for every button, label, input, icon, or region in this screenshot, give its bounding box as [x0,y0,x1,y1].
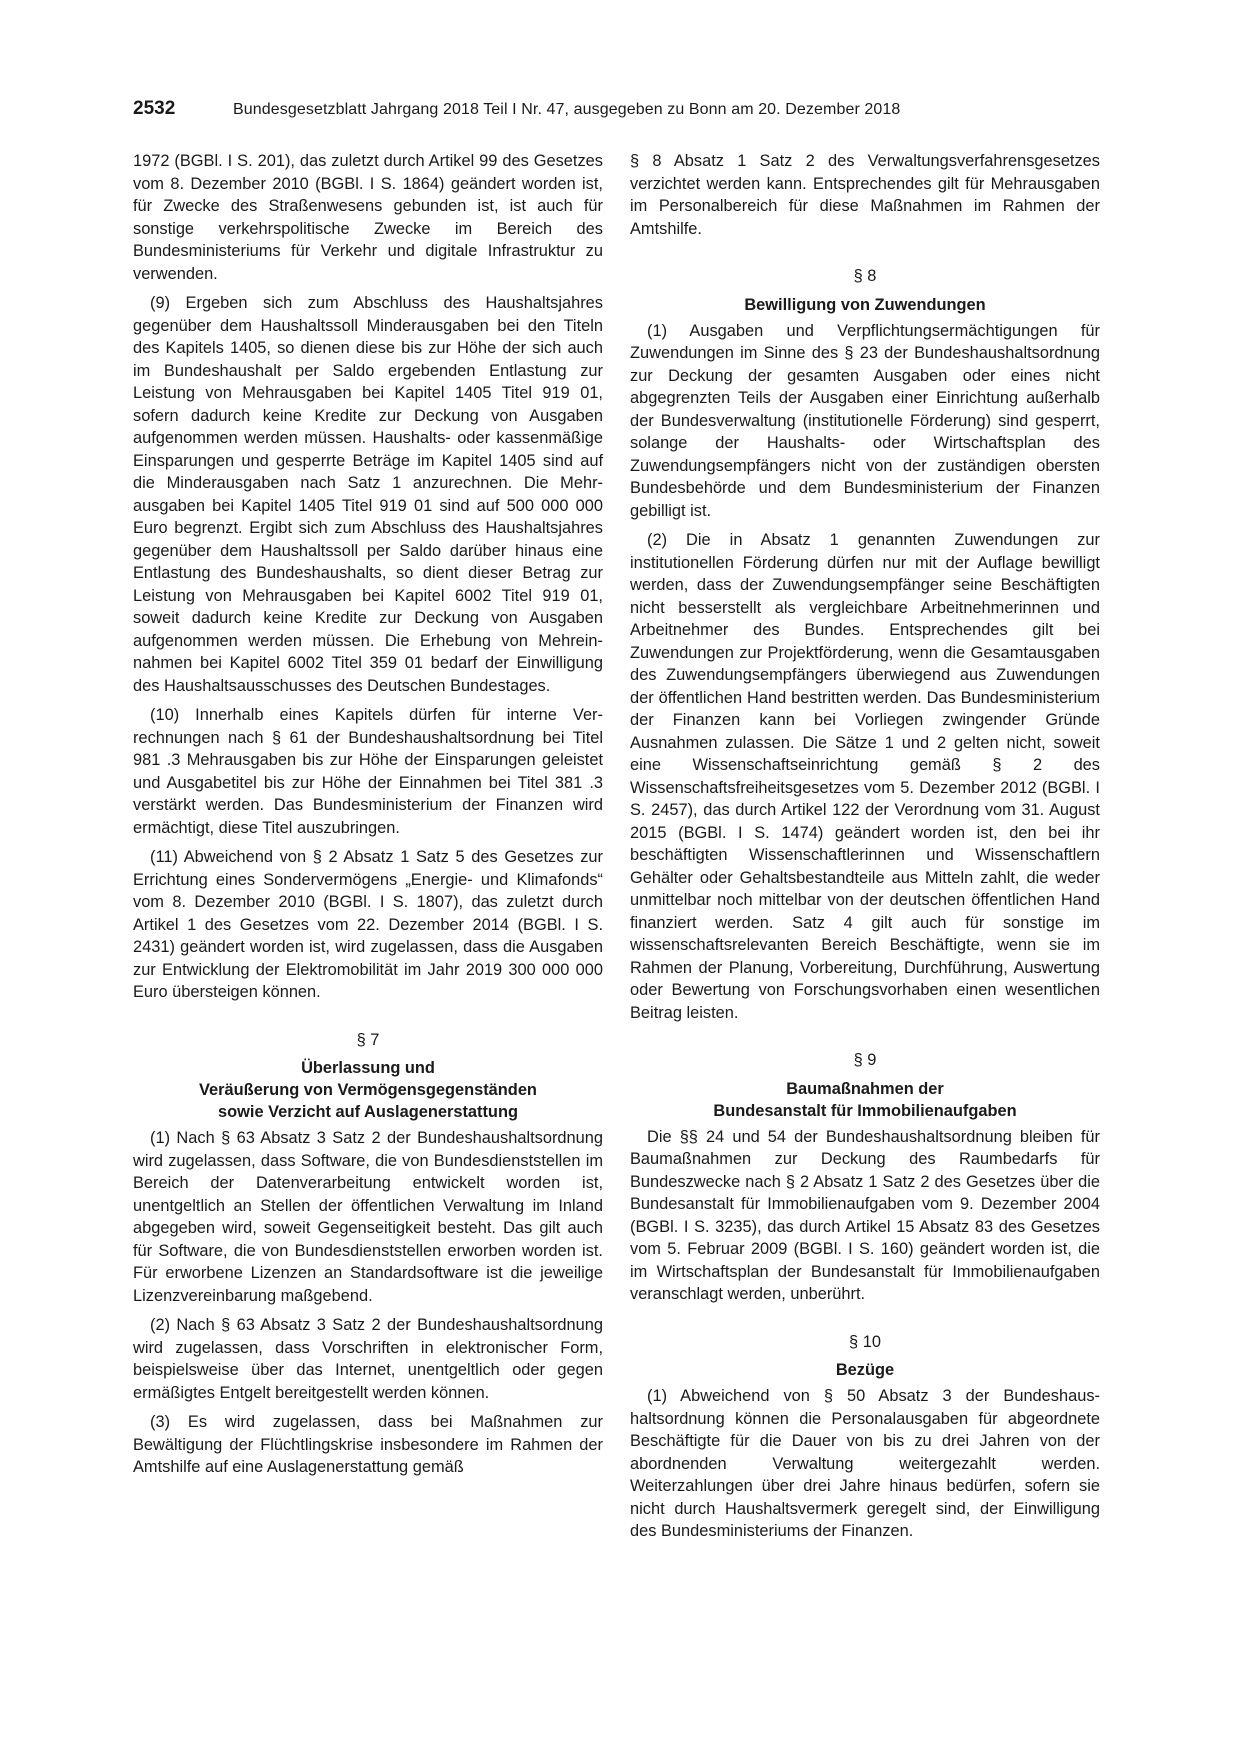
section-10-number: § 10 [849,1332,881,1351]
section-9-number: § 9 [853,1051,877,1069]
paragraph-9: (9) Ergeben sich zum Abschluss des Haushaltsjahres gegenüber dem Haushaltssoll Minderausgaben bei den Titeln des Kapitels 1405, so dienen diese bis zur Höhe der sich auch im Bundeshaushalt per Saldo ergebenden Entlastung zur Leistung von Mehrausgaben bei Kapitel 1405 Titel 919 01, sofern dadurch keine Kredite zur Deckung von Ausgaben aufgenommen werden müssen. Haushalts- oder kassenmäßige Einsparungen und gesperrte Beträge im Kapitel 1405 sind auf die Minderausgaben nach Satz 1 anzurechnen. Die Mehrausgaben bei Kapitel 1405 Titel 919 01 sind auf 500 000 000 Euro begrenzt. Ergibt sich zum Abschluss des Haushaltsjahres gegenüber dem Haushaltssoll per Saldo darüber hinaus eine Entlastung des Bundeshaushalts, so dient dieser Betrag zur Leistung von Mehrausgaben bei Kapitel 6002 Titel 919 01, soweit dadurch keine Kredite zur Deckung von Ausgaben aufgenommen werden müssen. Die Erhebung von Mehreinnahmen bei Kapitel 6002 Titel 359 01 bedarf der Einwilligung des Haushaltsausschusses des Deutschen Bundestages. [133,294,603,695]
right-column [630,150,1100,1550]
section-8-paragraph-1: (1) Ausgaben und Verpflichtungsermächtigungen für Zuwendungen im Sinne des § 23 der Bundeshaushaltsordnung zur Deckung der gesamten Ausgaben oder eines nicht abgegrenzten Teils der Ausgaben einer Einrichtung außerhalb der Bundesverwaltung (institutionelle Förderung) sind gesperrt, solange der Haushalts- oder Wirtschaftsplan des Zuwendungsempfängers nicht von der zuständigen obersten Bundesbehörde und dem Bundesministerium der Finanzen gebilligt ist. [630,321,1100,520]
paragraph-10: (10) Innerhalb eines Kapitels dürfen für interne Verrechnungen nach § 61 der Bundeshaushaltsordnung bei Titel 981 .3 Mehrausgaben bis zur Höhe der Einsparungen geleistet und Ausgabetitel bis zur Höhe der Einnahmen bei Titel 381 .3 verstärkt werden. Das Bundesministerium der Finanzen wird ermächtigt, diese Titel auszubringen. [133,706,603,837]
left-column [133,150,603,1486]
section-7-paragraph-2: (2) Nach § 63 Absatz 3 Satz 2 der Bundeshaushaltsordnung wird zugelassen, dass Vorschriften in elektronischer Form, beispielsweise über das Internet, unentgeltlich oder gegen ermäßigtes Entgelt bereitgestellt werden können. [133,1316,603,1402]
section-7-title [133,1057,603,1123]
section-8-paragraph-2: (2) Die in Absatz 1 genannten Zuwendungen zur institutionellen Förderung dürfen nur mit der Auflage bewilligt werden, dass der Zuwendungsempfänger seine Beschäftigten nicht besserstellt als vergleichbare Arbeitnehmerinnen und Arbeitnehmer des Bundes. Entsprechendes gilt bei Zuwendungen zur Projektförderung, wenn die Gesamtausgaben des Zuwendungsempfängers überwiegend aus Zuwendungen der öffentlichen Hand bestritten werden. Das Bundesministerium der Finanzen kann bei Vorliegen zwingender Gründe Ausnahmen zulassen. Die Sätze 1 und 2 gelten nicht, soweit eine Wissenschaftseinrichtung gemäß § 2 des Wissenschaftsfreiheitsgesetzes vom 5. Dezember 2012 (BGBl. I S. 2457), das durch Artikel 122 der Verordnung vom 31. August 2015 (BGBl. I S. 1474) geändert worden ist, den bei ihr beschäftigten Wissenschaftlerinnen und Wissenschaftlern Gehälter oder Gehaltsbestandteile aus Mitteln zahlt, die weder unmittelbar noch mittelbar von der deutschen öffentlichen Hand finanziert werden. Satz 4 gilt auch für sonstige im wissenschaftsrelevanten Bereich Beschäftigte, wenn sie im Rahmen der Planung, Vorbereitung, Durchführung, Auswertung oder Bewertung von Forschungsvorhaben einen wesentlichen Beitrag leisten. [630,531,1100,1022]
paragraph-11: (11) Abweichend von § 2 Absatz 1 Satz 5 des Gesetzes zur Errichtung eines Sondervermögens „Energie- und Klimafonds“ vom 8. Dezember 2010 (BGBl. I S. 1807), das zuletzt durch Artikel 1 des Gesetzes vom 22. Dezember 2014 (BGBl. I S. 2431) geändert worden ist, wird zugelassen, dass die Ausgaben zur Entwicklung der Elektromobilität im Jahr 2019 300 000 000 Euro übersteigen können. [133,848,603,1001]
section-9-title-line-2: Bundesanstalt für Immobilienaufgaben [713,1101,1017,1120]
page-number: 2532 [133,98,176,119]
page-header [133,98,1113,126]
section-10-paragraph-1: (1) Abweichend von § 50 Absatz 3 der Bundeshaushaltsordnung können die Personalausgaben für abgeordnete Beschäftigte für die Dauer von bis zu drei Jahren von der abordnenden Verwaltung weitergezahlt werden. Weiterzahlungen über drei Jahre hinaus bedürfen, sofern sie nicht durch Haushaltsvermerk geregelt sind, der Einwilligung des Bundesministeriums der Finanzen. [630,1387,1100,1540]
section-7-paragraph-1: (1) Nach § 63 Absatz 3 Satz 2 der Bundeshaushaltsordnung wird zugelassen, dass Software, die von Bundesdienststellen im Bereich der Datenverarbeitung entwickelt worden ist, unentgeltlich an Stellen der öffentlichen Verwaltung im Inland abgegeben wird, soweit Gegenseitigkeit besteht. Das gilt auch für Software, die von Bundesdienststellen erworben worden ist. Für erworbene Lizenzen an Standardsoftware ist die jeweilige Lizenzvereinbarung maßgebend. [133,1129,603,1305]
section-7-title-line-3: sowie Verzicht auf Auslagenerstattung [218,1103,518,1121]
section-7-paragraph-3: (3) Es wird zugelassen, dass bei Maßnahmen zur Bewältigung der Flüchtlingskrise insbesondere im Rahmen der Amtshilfe auf eine Auslagenerstattung gemäß [133,1413,603,1476]
paragraph-continued: 1972 (BGBl. I S. 201), das zuletzt durch Artikel 99 des Gesetzes vom 8. Dezember 2010 (BGBl. I S. 1864) geändert worden ist, für Zwecke des Straßenwesens gebunden ist, ist auch für sonstige verkehrspolitische Zwecke im Bereich des Bundesministeriums für Verkehr und digitale Infrastruktur zu verwenden. [133,152,603,283]
section-7-number: § 7 [356,1030,380,1049]
section-8-number: § 8 [853,267,877,285]
section-9-title-line-1: Baumaßnahmen der [786,1079,944,1098]
paragraph-continued: § 8 Absatz 1 Satz 2 des Verwaltungsverfahrensgesetzes verzichtet werden kann. Entsprechendes gilt für Mehrausgaben im Personalbereich für diese Maßnahmen im Rahmen der Amtshilfe. [630,152,1100,238]
section-9-paragraph-1: Die §§ 24 und 54 der Bundeshaushaltsordnung bleiben für Baumaßnahmen zur Deckung des Raumbedarfs für Bundeszwecke nach § 2 Absatz 1 Satz 2 des Gesetzes über die Bundesanstalt für Immobilienaufgaben vom 9. Dezember 2004 (BGBl. I S. 3235), das durch Artikel 15 Absatz 83 des Gesetzes vom 5. Februar 2009 (BGBl. I S. 160) geändert worden ist, die im Wirtschaftsplan der Bundesanstalt für Immobilienaufgaben veranschlagt werden, unberührt. [630,1127,1100,1303]
section-9-title [630,1078,1100,1122]
section-10-title: Bezüge [835,1361,895,1379]
section-8-title: Bewilligung von Zuwendungen [744,295,986,314]
section-7-title-line-2: Veräußerung von Vermögensgegenständen [199,1081,537,1099]
running-head: Bundesgesetzblatt Jahrgang 2018 Teil I Nr. 47, ausgegeben zu Bonn am 20. Dezember 2018 [233,101,901,118]
section-7-title-line-1: Überlassung und [301,1059,435,1077]
